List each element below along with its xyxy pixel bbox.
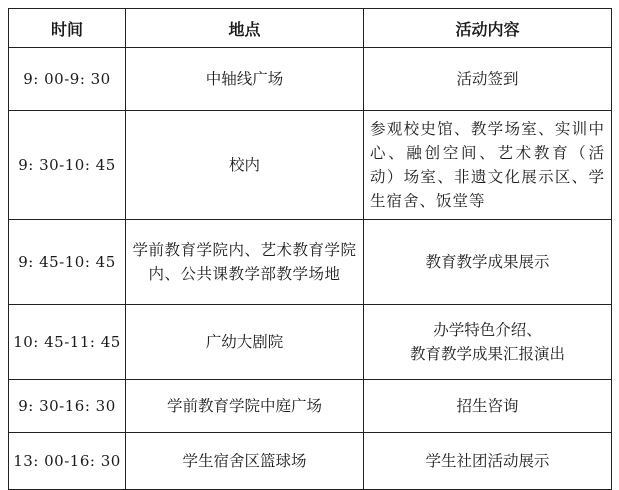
table-row xyxy=(9,433,612,490)
place-cell: 学前教育学院内、艺术教育学院内、公共课教学部教学场地 xyxy=(126,220,364,305)
time-cell: 10: 45-11: 45 xyxy=(9,305,126,380)
table-row xyxy=(9,111,612,220)
content-cell: 招生咨询 xyxy=(364,380,612,433)
header-time: 时间 xyxy=(9,9,126,48)
table-row xyxy=(9,220,612,305)
time-cell: 9: 00-9: 30 xyxy=(9,48,126,111)
table-row xyxy=(9,305,612,380)
place-cell: 校内 xyxy=(126,111,364,220)
content-cell: 活动签到 xyxy=(364,48,612,111)
time-cell: 13: 00-16: 30 xyxy=(9,433,126,490)
header-place: 地点 xyxy=(126,9,364,48)
content-cell: 学生社团活动展示 xyxy=(364,433,612,490)
content-cell: 参观校史馆、教学场室、实训中心、融创空间、艺术教育（活动）场室、非遗文化展示区、学生宿舍、饭堂等 xyxy=(364,111,612,220)
table-row xyxy=(9,380,612,433)
content-cell: 教育教学成果展示 xyxy=(364,220,612,305)
header-row xyxy=(9,9,612,48)
place-cell: 学前教育学院中庭广场 xyxy=(126,380,364,433)
header-content: 活动内容 xyxy=(364,9,612,48)
content-cell: 办学特色介绍、 教育教学成果汇报演出 xyxy=(364,305,612,380)
table-row xyxy=(9,48,612,111)
time-cell: 9: 30-10: 45 xyxy=(9,111,126,220)
place-cell: 广幼大剧院 xyxy=(126,305,364,380)
place-cell: 学生宿舍区篮球场 xyxy=(126,433,364,490)
place-cell: 中轴线广场 xyxy=(126,48,364,111)
time-cell: 9: 30-16: 30 xyxy=(9,380,126,433)
schedule-table xyxy=(8,8,612,490)
time-cell: 9: 45-10: 45 xyxy=(9,220,126,305)
